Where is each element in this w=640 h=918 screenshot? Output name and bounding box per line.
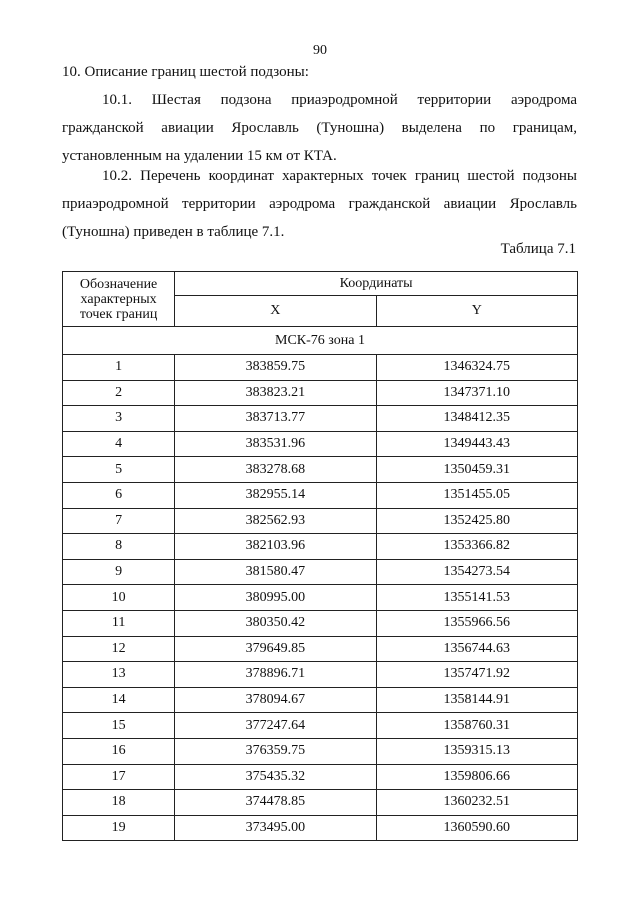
table-row [63, 380, 578, 406]
cell-y: 1356744.63 [376, 636, 578, 662]
cell-y: 1360232.51 [376, 790, 578, 816]
header-designation-line2: характерных [80, 291, 157, 307]
cell-point-number: 17 [63, 764, 175, 790]
cell-x: 381580.47 [175, 559, 376, 585]
table-row [63, 738, 578, 764]
header-designation-line3: точек границ [79, 306, 158, 322]
section-heading: 10. Описание границ шестой подзоны: [62, 64, 309, 80]
table-row [63, 764, 578, 790]
table-caption: Таблица 7.1 [500, 241, 576, 257]
table-row [63, 815, 578, 841]
header-designation-line1: Обозначение [79, 276, 158, 292]
paragraph-10-1 [62, 86, 577, 170]
cell-x: 383859.75 [175, 355, 376, 381]
cell-y: 1349443.43 [376, 431, 578, 457]
cell-y: 1350459.31 [376, 457, 578, 483]
cell-point-number: 8 [63, 534, 175, 560]
cell-x: 383531.96 [175, 431, 376, 457]
cell-x: 383713.77 [175, 406, 376, 432]
cell-point-number: 13 [63, 662, 175, 688]
paragraph-10-1-line1: 10.1. Шестая подзона приаэродромной территории аэродрома [102, 92, 577, 108]
cell-x: 378896.71 [175, 662, 376, 688]
cell-point-number: 14 [63, 687, 175, 713]
cell-x: 380995.00 [175, 585, 376, 611]
cell-y: 1355966.56 [376, 610, 578, 636]
header-y: Y [376, 296, 578, 327]
header-coordinates: Координаты [175, 272, 578, 296]
table-row [63, 687, 578, 713]
cell-x: 376359.75 [175, 738, 376, 764]
cell-y: 1357471.92 [376, 662, 578, 688]
cell-y: 1352425.80 [376, 508, 578, 534]
cell-point-number: 18 [63, 790, 175, 816]
cell-y: 1347371.10 [376, 380, 578, 406]
table-row [63, 482, 578, 508]
cell-point-number: 4 [63, 431, 175, 457]
table-row [63, 508, 578, 534]
cell-point-number: 19 [63, 815, 175, 841]
cell-point-number: 11 [63, 610, 175, 636]
cell-point-number: 3 [63, 406, 175, 432]
paragraph-10-2-line2: приаэродромной территории аэродрома гражданской авиации Ярославль [62, 196, 577, 212]
cell-y: 1358760.31 [376, 713, 578, 739]
cell-x: 382103.96 [175, 534, 376, 560]
table-row [63, 790, 578, 816]
table-row [63, 559, 578, 585]
cell-x: 378094.67 [175, 687, 376, 713]
cell-point-number: 5 [63, 457, 175, 483]
cell-y: 1358144.91 [376, 687, 578, 713]
table-row [63, 355, 578, 381]
cell-point-number: 6 [63, 482, 175, 508]
cell-point-number: 7 [63, 508, 175, 534]
cell-y: 1355141.53 [376, 585, 578, 611]
zone-row: МСК-76 зона 1 [63, 327, 578, 355]
table-row [63, 457, 578, 483]
cell-x: 374478.85 [175, 790, 376, 816]
table-row [63, 662, 578, 688]
page-number: 90 [313, 43, 327, 58]
table-row [63, 406, 578, 432]
cell-x: 382562.93 [175, 508, 376, 534]
cell-y: 1360590.60 [376, 815, 578, 841]
coordinates-table [62, 271, 578, 841]
cell-y: 1348412.35 [376, 406, 578, 432]
table-row [63, 534, 578, 560]
cell-x: 382955.14 [175, 482, 376, 508]
cell-point-number: 10 [63, 585, 175, 611]
paragraph-10-2-line3: (Туношна) приведен в таблице 7.1. [62, 224, 285, 240]
table-row [63, 431, 578, 457]
header-designation [63, 272, 175, 327]
paragraph-10-1-line2: гражданской авиации Ярославль (Туношна) выделена по границам, [62, 120, 577, 136]
table-row [63, 713, 578, 739]
cell-y: 1346324.75 [376, 355, 578, 381]
cell-y: 1354273.54 [376, 559, 578, 585]
cell-x: 377247.64 [175, 713, 376, 739]
cell-point-number: 9 [63, 559, 175, 585]
paragraph-10-1-line3: установленным на удалении 15 км от КТА. [62, 148, 337, 164]
cell-point-number: 2 [63, 380, 175, 406]
cell-y: 1359806.66 [376, 764, 578, 790]
table-row [63, 610, 578, 636]
cell-point-number: 12 [63, 636, 175, 662]
cell-point-number: 1 [63, 355, 175, 381]
cell-x: 383823.21 [175, 380, 376, 406]
paragraph-10-2-line1: 10.2. Перечень координат характерных точек границ шестой подзоны [102, 168, 577, 184]
cell-x: 379649.85 [175, 636, 376, 662]
table-row [63, 636, 578, 662]
paragraph-10-2 [62, 162, 577, 246]
header-x: X [175, 296, 376, 327]
cell-y: 1351455.05 [376, 482, 578, 508]
cell-x: 383278.68 [175, 457, 376, 483]
cell-y: 1359315.13 [376, 738, 578, 764]
cell-point-number: 15 [63, 713, 175, 739]
cell-x: 373495.00 [175, 815, 376, 841]
cell-point-number: 16 [63, 738, 175, 764]
table-row [63, 585, 578, 611]
cell-x: 375435.32 [175, 764, 376, 790]
cell-x: 380350.42 [175, 610, 376, 636]
cell-y: 1353366.82 [376, 534, 578, 560]
